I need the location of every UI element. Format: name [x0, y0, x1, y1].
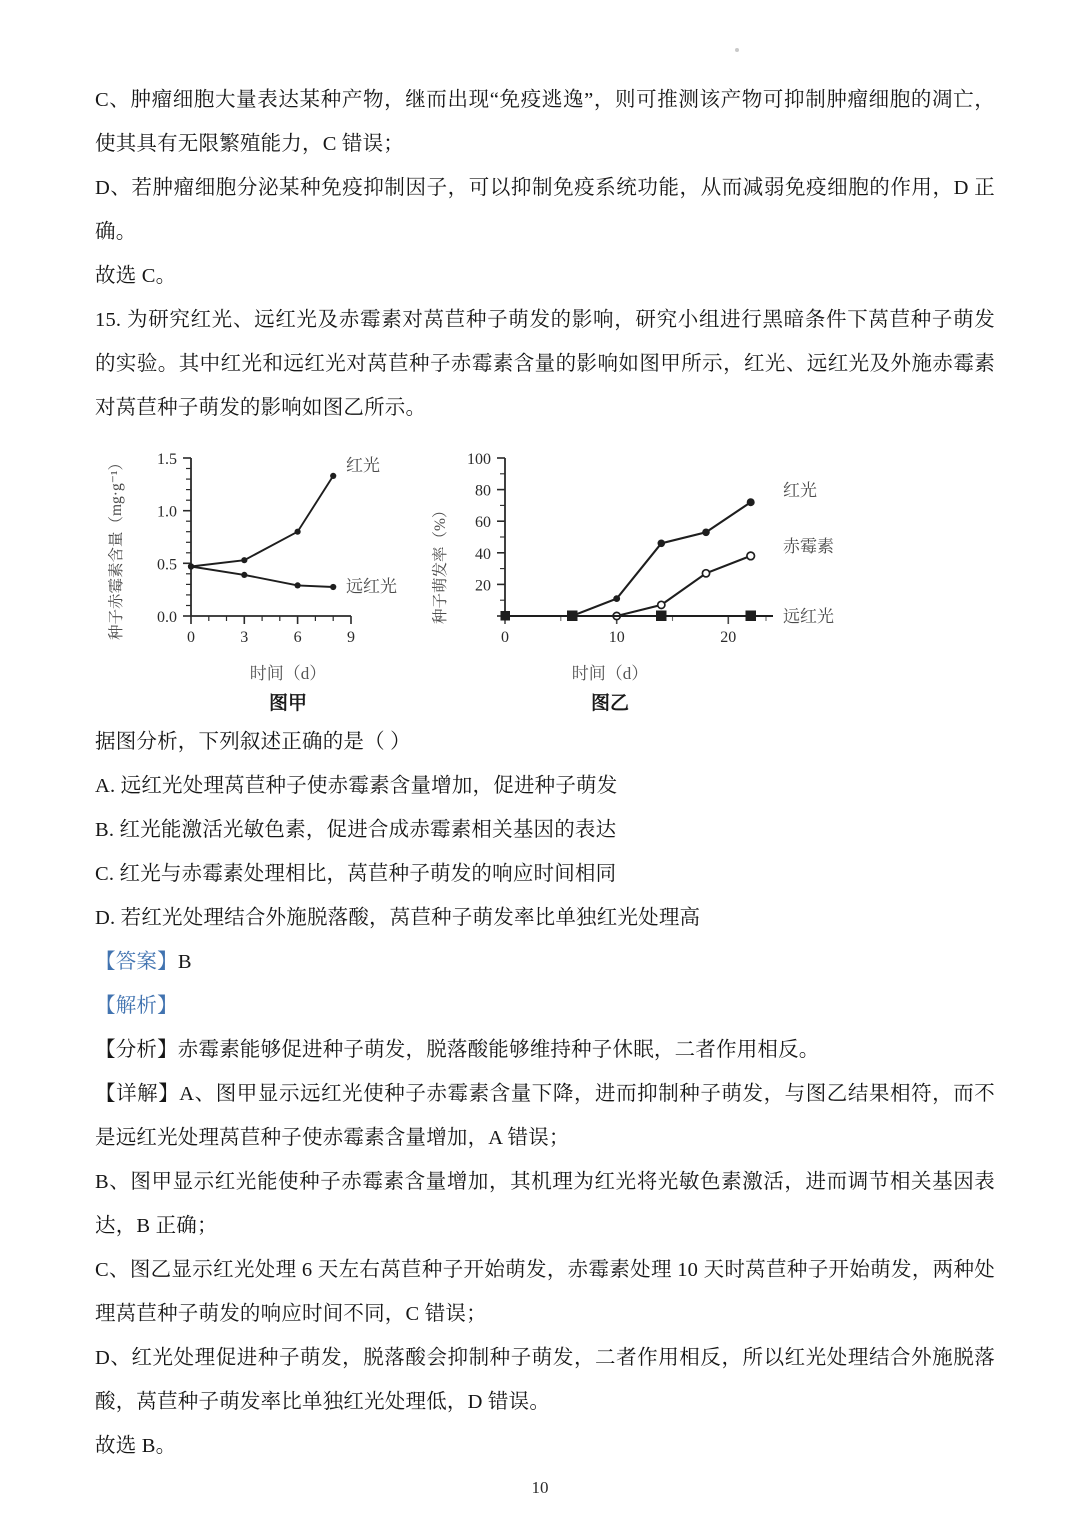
- question-number: 15.: [95, 309, 122, 331]
- chart-jia-ytick-2: 1.0: [157, 503, 177, 521]
- page-content: [95, 78, 995, 1468]
- analysis-label: 【解析】: [95, 995, 178, 1017]
- chart-jia-x-ticks: [191, 616, 351, 624]
- chart-yi-ytick-1: 20: [475, 577, 491, 595]
- chart-yi-x-ticks: [505, 616, 766, 624]
- chart-jia-series-hongguang-line: [191, 476, 333, 567]
- chart-yi-legend-yuanhongguang: 远红光: [783, 607, 834, 626]
- chart-jia-xlabel: 时间（d）: [249, 664, 327, 683]
- chart-yi-legend-chimeisu: 赤霉素: [783, 537, 834, 556]
- chart-jia-ylabel: 种子赤霉素含量（mg·g⁻¹）: [108, 454, 125, 640]
- chart-yi-ytick-3: 60: [475, 514, 491, 532]
- chart-jia-xtick-3: 9: [347, 629, 355, 646]
- analysis-final-answer: 故选 B。: [95, 1435, 177, 1457]
- chart-yi-xtick-0: 0: [501, 629, 509, 646]
- chart-jia-xtick-2: 6: [293, 629, 302, 646]
- figure-group: [95, 444, 995, 714]
- chart-jia-svg: [103, 444, 433, 659]
- option-c[interactable]: C. 红光与赤霉素处理相比，莴苣种子萌发的响应时间相同: [95, 863, 617, 885]
- paragraph-option-c-explanation: C、肿瘤细胞大量表达某种产物，继而出现“免疫逃逸”，则可推测该产物可抑制肿瘤细胞的凋亡，使其具有无限繁殖能力，C 错误；: [95, 89, 995, 155]
- chart-yi-ytick-2: 40: [475, 545, 491, 563]
- chart-yi-caption: 图乙: [590, 693, 629, 714]
- chart-jia-legend-yuanhongguang: 远红光: [346, 577, 397, 596]
- page-number: 10: [531, 1478, 549, 1497]
- answer-label: 【答案】: [95, 951, 178, 973]
- chart-jia-caption: 图甲: [268, 693, 307, 714]
- analysis-detail-b: B、图甲显示红光能使种子赤霉素含量增加，其机理为红光将光敏色素激活，进而调节相关基因表达，B 正确；: [95, 1171, 995, 1237]
- option-b[interactable]: B. 红光能激活光敏色素，促进合成赤霉素相关基因的表达: [95, 819, 617, 841]
- page-top-mark: [735, 48, 739, 52]
- chart-yi-xlabel: 时间（d）: [571, 664, 649, 683]
- chart-jia-xtick-1: 3: [240, 629, 249, 646]
- paragraph-previous-answer: 故选 C。: [95, 265, 177, 287]
- chart-jia-series-yuanhongguang-line: [191, 567, 333, 588]
- chart-yi-xtick-2: 20: [720, 629, 737, 646]
- paragraph-option-d-explanation: D、若肿瘤细胞分泌某种免疫抑制因子，可以抑制免疫系统功能，从而减弱免疫细胞的作用，D 正确。: [95, 177, 995, 243]
- chart-yi-xtick-1: 10: [608, 629, 625, 646]
- chart-yi-ytick-5: 100: [467, 451, 491, 468]
- analysis-detail-a: 【详解】A、图甲显示远红光使种子赤霉素含量下降，进而抑制种子萌发，与图乙结果相符，而不是远红光处理莴苣种子使赤霉素含量增加，A 错误；: [95, 1083, 995, 1149]
- chart-jia-xtick-0: 0: [187, 629, 195, 646]
- chart-jia-ytick-0: 0.0: [157, 609, 177, 626]
- chart-jia-legend-hongguang: 红光: [346, 456, 380, 475]
- question-15-stem: [95, 298, 995, 430]
- chart-jia-ytick-1: 0.5: [157, 556, 177, 574]
- chart-yi-ytick-4: 80: [475, 482, 491, 500]
- chart-yi-ylabel: 种子萌发率（%）: [432, 502, 449, 624]
- option-d[interactable]: D. 若红光处理结合外施脱落酸，莴苣种子萌发率比单独红光处理高: [95, 907, 701, 929]
- chart-yi-series-hongguang-line: [505, 502, 751, 616]
- question-prompt: 据图分析，下列叙述正确的是（ ）: [95, 731, 411, 753]
- answer-value: B: [177, 951, 192, 973]
- chart-jia-y-ticks: [183, 458, 191, 616]
- analysis-detail-c: C、图乙显示红光处理 6 天左右莴苣种子开始萌发，赤霉素处理 10 天时莴苣种子开始萌发，两种处理莴苣种子萌发的响应时间不同，C 错误；: [95, 1259, 995, 1325]
- option-a[interactable]: A. 远红光处理莴苣种子使赤霉素含量增加，促进种子萌发: [95, 775, 618, 797]
- chart-yi-svg: [425, 444, 855, 659]
- question-stem-text: 为研究红光、远红光及赤霉素对莴苣种子萌发的影响，研究小组进行黑暗条件下莴苣种子萌发的实验。其中红光和远红光对莴苣种子赤霉素含量的影响如图甲所示，红光、远红光及外施赤霉素对莴苣种子萌发的影响如图乙所示。: [95, 309, 995, 419]
- chart-jia-series-hongguang-points: [188, 473, 336, 570]
- chart-yi-y-ticks: [497, 458, 505, 616]
- analysis-fenxi: 【分析】赤霉素能够促进种子萌发，脱落酸能够维持种子休眠，二者作用相反。: [95, 1039, 820, 1061]
- chart-jia-ytick-3: 1.5: [157, 451, 177, 468]
- chart-yi-legend-hongguang: 红光: [783, 481, 817, 500]
- analysis-detail-d: D、红光处理促进种子萌发，脱落酸会抑制种子萌发，二者作用相反，所以红光处理结合外施脱落酸，莴苣种子萌发率比单独红光处理低，D 错误。: [95, 1347, 995, 1413]
- answer-line: [95, 940, 995, 984]
- figure-yi: [425, 444, 855, 715]
